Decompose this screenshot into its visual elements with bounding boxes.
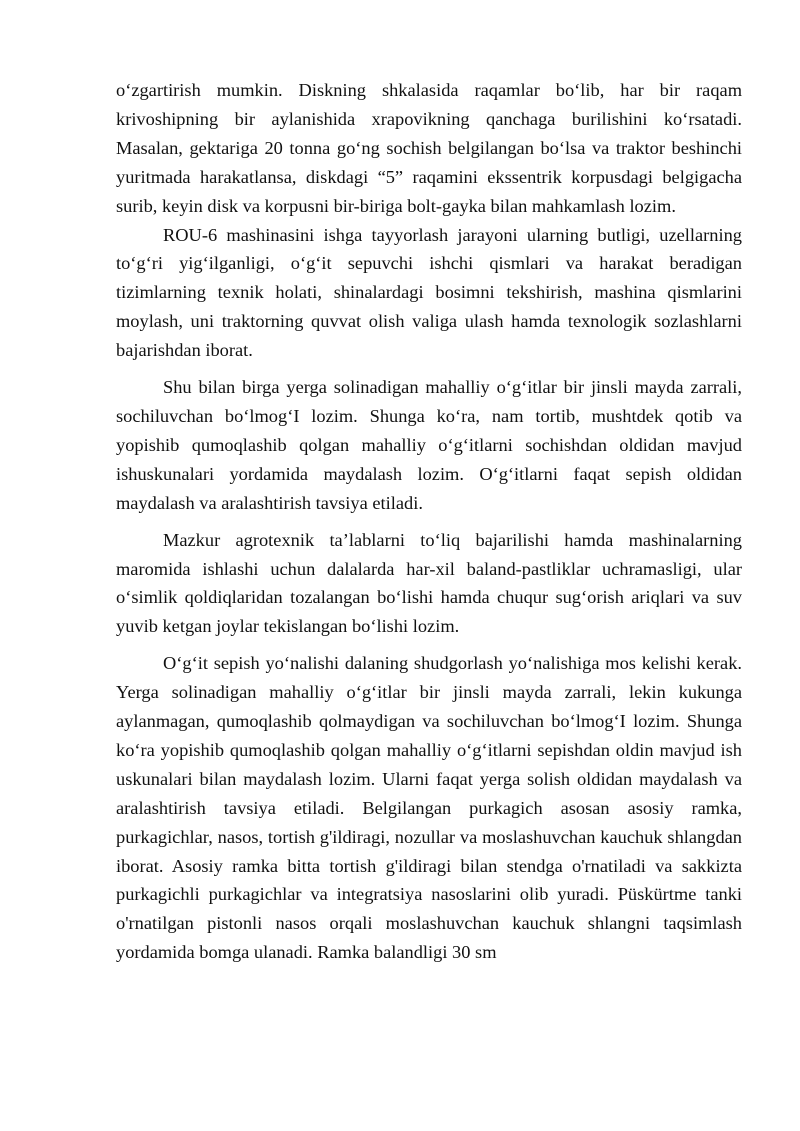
paragraph-continuation: oʻzgartirish mumkin. Diskning shkalasida raqamlar boʻlib, har bir raqam krivoshipning bir aylanishida xrapovikning qanchaga burilishini koʻrsatadi. Masalan, gektariga 20 tonna goʻng sochish belgilangan boʻlsa va traktor beshinchi yuritmada harakatlansa, diskdagi “5” raqamini ekssentrik korpusdagi belgigacha surib, keyin disk va korpusni bir-biriga bolt-gayka bilan mahkamlash lozim. xyxy=(116,80,742,216)
paragraph-fertilizer-requirements: Shu bilan birga yerga solinadigan mahalliy oʻgʻitlar bir jinsli mayda zarrali, sochiluvchan boʻlmogʻI lozim. Shunga koʻra, nam tortib, mushtdek qotib va yopishib qumoqlashib qolgan mahalliy oʻgʻitlarni sochishdan oldidan mavjud ishuskunalari yordamida maydalash lozim. Oʻgʻitlarni faqat sepish oldidan maydalash va aralashtirish tavsiya etiladi. xyxy=(116,377,742,513)
document-page xyxy=(116,76,742,967)
paragraph-rou6-preparation: ROU-6 mashinasini ishga tayyorlash jarayoni ularning butligi, uzellarning toʻgʻri yigʻilganligi, oʻgʻit sepuvchi ishchi qismlari va harakat beradigan tizimlarning texnik holati, shinalardagi bosimni tekshirish, mashina qismlarini moylash, uni traktorning quvvat olish valiga ulash hamda texnologik sozlashlarni bajarishdan iborat. xyxy=(116,224,742,361)
paragraph-agrotechnical-requirements: Mazkur agrotexnik ta’lablarni toʻliq bajarilishi hamda mashinalarning maromida ishlashi uchun dalalarda har-xil baland-pastliklar uchramasligi, ular oʻsimlik qoldiqlaridan tozalangan boʻlishi hamda chuqur sugʻorish ariqlari va suv yuvib ketgan joylar tekislangan boʻlishi lozim. xyxy=(116,529,742,637)
paragraph-sprayer-description: Oʻgʻit sepish yoʻnalishi dalaning shudgorlash yoʻnalishiga mos kelishi kerak. Yerga solinadigan mahalliy oʻgʻitlar bir jinsli mayda zarrali, lekin kukunga aylanmagan, qumoqlashib qolmaydigan va sochiluvchan boʻlmogʻI lozim. Shunga koʻra yopishib qumoqlashib qolgan mahalliy oʻgʻitlarni sepishdan oldin mavjud ish uskunalari bilan maydalash lozim. Ularni faqat yerga solish oldidan maydalash va aralashtirish tavsiya etiladi. Belgilangan purkagich asosan asosiy ramka, purkagichlar, nasos, tortish g'ildiragi, nozullar va moslashuvchan kauchuk shlangdan iborat. Asosiy ramka bitta tortish g'ildiragi bilan stendga o'rnatiladi va sakkizta purkagichli purkagichlar va integratsiya nasoslarini olib yuradi. Püskürtme tanki o'rnatilgan pistonli nasos orqali moslashuvchan kauchuk shlangni taqsimlash yordamida bomga ulanadi. Ramka balandligi 30 sm xyxy=(116,653,742,963)
